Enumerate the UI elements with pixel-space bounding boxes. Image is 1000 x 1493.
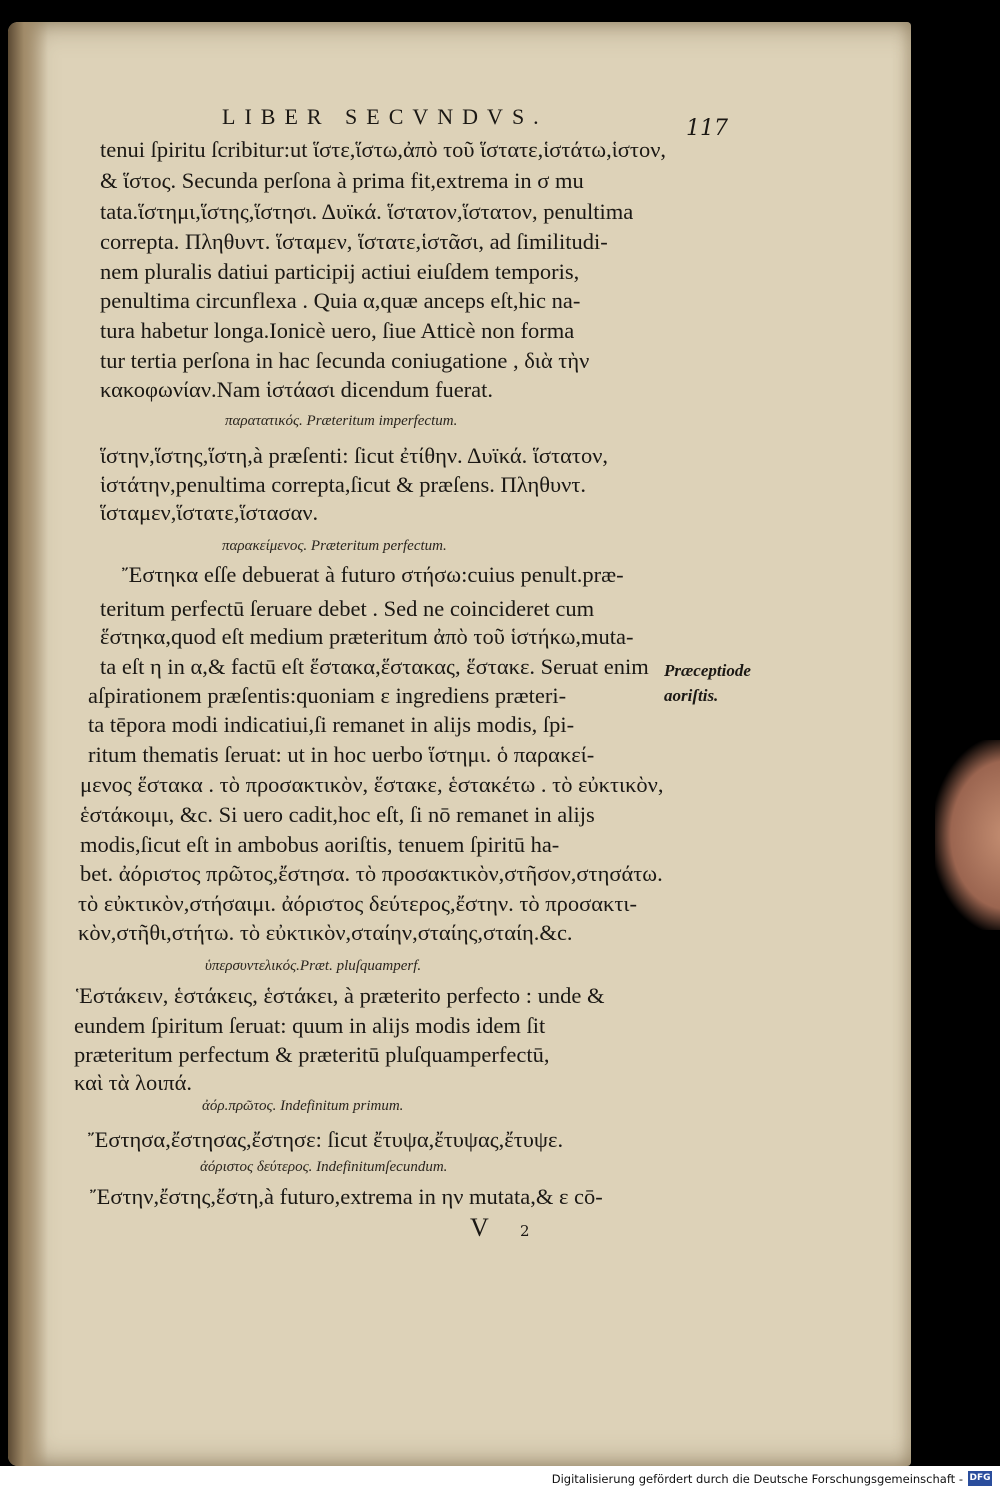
text-line: præteritum perfectum & præteritū pluſquamperfectū, [74, 1042, 550, 1067]
signature-mark: V [470, 1213, 489, 1242]
text-line: eundem ſpiritum ſeruat: quum in alijs modis idem ſit [74, 1013, 546, 1038]
text-line: tura habetur longa.Ionicè uero, ſiue Atticè non forma [100, 318, 575, 343]
text-line: Ἔστησα,ἔστησας,ἔστησε: ſicut ἔτυψα,ἔτυψας,ἔτυψε. [88, 1127, 564, 1152]
section-heading: ἀόριστος δεύτερος. Indefinitumſecundum. [200, 1159, 448, 1175]
text-line: κακοφωνίαν.Nam ἱστάασι dicendum fuerat. [100, 377, 494, 402]
text-line: Ἔστην,ἔστης,ἔστη,à futuro,extrema in ην mutata,& ε cō- [90, 1184, 603, 1209]
text-line: ritum thematis ſeruat: ut in hoc uerbo ἵστημι. ὁ παρακεί- [88, 742, 595, 767]
folio-number: 117 [686, 116, 728, 141]
text-line: μενος ἕστακα . τὸ προσακτικὸν, ἕστακε, ἑστακέτω . τὸ εὐκτικὸν, [80, 772, 664, 797]
text-line: ἑστάκοιμι, &c. Si uero cadit,hoc eſt, ſi nō remanet in alijs [80, 802, 595, 827]
section-heading: παρατατικός. Præteritum imperfectum. [225, 413, 458, 429]
text-line: tata.ἵστημι,ἵστης,ἵστησι. Δυϊκά. ἵστατον,ἵστατον, penultima [100, 199, 634, 224]
text-line: τὸ εὐκτικὸν,στήσαιμι. ἀόριστος δεύτερος,ἔστην. τὸ προσακτι- [78, 891, 637, 916]
text-line: κὸν,στῆθι,στήτω. τὸ εὐκτικὸν,σταίην,σταίης,σταίη.&c. [78, 920, 573, 945]
text-line: penultima circunflexa . Quia α,quæ anceps eſt,hic na- [100, 288, 581, 313]
text-line: correpta. Πληθυντ. ἵσταμεν, ἵστατε,ἱστᾶσι, ad ſimilitudi- [100, 229, 608, 254]
reader-finger [935, 740, 1000, 930]
running-title: LIBER SECVNDVS. [222, 104, 548, 129]
text-line: Ἑστάκειν, ἑστάκεις, ἑστάκει, à præterito perfecto : unde & [76, 983, 605, 1008]
text-line: nem pluralis datiui participij actiui eiuſdem temporis, [100, 259, 580, 284]
text-line: καὶ τὰ λοιπά. [74, 1070, 193, 1095]
section-heading: ὑπερσυντελικός.Præt. pluſquamperf. [205, 958, 422, 974]
text-line: Ἔστηκα eſſe debuerat à futuro στήσω:cuius penult.præ- [122, 562, 624, 587]
text-line: bet. ἀόριστος πρῶτος,ἔστησα. τὸ προσακτικὸν,στῆσον,στησάτω. [80, 861, 663, 886]
digitization-credit: Digitalisierung gefördert durch die Deutsche Forschungsgemeinschaft - [549, 1472, 966, 1486]
text-line: tenui ſpiritu ſcribitur:ut ἵστε,ἵστω,ἀπὸ τοῦ ἵστατε,ἱστάτω,ἱστον, [100, 137, 667, 162]
marginal-note: aoriſtis. [664, 686, 719, 705]
page-gutter [8, 22, 48, 1466]
text-line: tur tertia perſona in hac ſecunda coniugatione , διὰ τὴν [100, 348, 590, 373]
text-line: ἕστηκα,quod eſt medium præteritum ἀπὸ τοῦ ἱστήκω,muta- [100, 624, 634, 649]
marginal-note: Præceptiode [664, 661, 751, 680]
text-line: modis,ſicut eſt in ambobus aoriſtis, tenuem ſpiritū ha- [80, 832, 560, 857]
section-heading: παρακείμενος. Præteritum perfectum. [222, 538, 447, 554]
text-line: ἵσταμεν,ἵστατε,ἵστασαν. [100, 500, 319, 525]
text-line: teritum perfectū ſeruare debet . Sed ne coincideret cum [100, 596, 595, 621]
text-line: ἵστην,ἵστης,ἵστη,à præſenti: ſicut ἐτίθην. Δυϊκά. ἵστατον, [100, 443, 608, 468]
dfg-logo: DFG [968, 1471, 992, 1486]
text-line: ἱστάτην,penultima correpta,ſicut & præſens. Πληθυντ. [100, 472, 587, 497]
section-heading: ἀόρ.πρῶτος. Indefinitum primum. [202, 1098, 404, 1114]
text-line: aſpirationem præſentis:quoniam ε ingrediens præteri- [88, 683, 567, 708]
text-line: ta tēpora modi indicatiui,ſi remanet in alijs modis, ſpi- [88, 712, 575, 737]
signature-number: 2 [520, 1222, 530, 1240]
text-line: & ἵστος. Secunda perſona à prima fit,extrema in σ mu [100, 168, 584, 193]
text-line: ta eſt η in α,& factū eſt ἕστακα,ἕστακας, ἕστακε. Seruat enim [100, 654, 649, 679]
